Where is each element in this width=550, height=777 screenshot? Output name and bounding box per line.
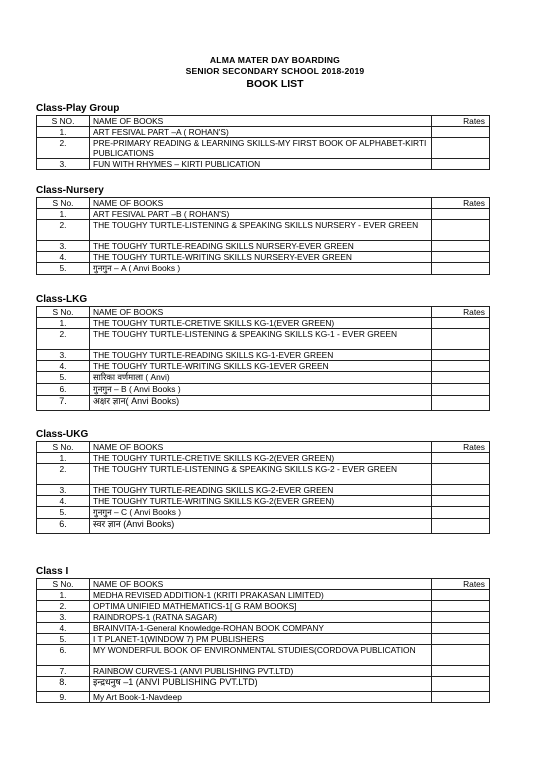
row-sno: 3. — [37, 241, 90, 252]
row-sno: 3. — [37, 485, 90, 496]
col-name-header: NAME OF BOOKS — [90, 442, 432, 453]
row-rate — [432, 612, 490, 623]
table-row — [37, 318, 490, 329]
row-sno: 3. — [37, 350, 90, 361]
col-name-header: NAME OF BOOKS — [90, 198, 432, 209]
row-sno: 1. — [37, 453, 90, 464]
row-rate — [432, 138, 490, 159]
row-book-name: स्वर ज्ञान (Anvi Books) — [90, 519, 432, 534]
row-book-name: My Art Book-1-Navdeep — [90, 692, 432, 703]
table-row — [37, 361, 490, 372]
school-name: ALMA MATER DAY BOARDING — [209, 55, 341, 65]
row-sno: 8. — [37, 677, 90, 692]
table-row — [37, 350, 490, 361]
book-table — [36, 306, 490, 411]
row-sno: 1. — [37, 318, 90, 329]
row-book-name: I T PLANET-1(WINDOW 7) PM PUBLISHERS — [90, 634, 432, 645]
row-book-name: THE TOUGHY TURTLE-WRITING SKILLS KG-1EVER GREEN — [90, 361, 432, 372]
row-book-name: THE TOUGHY TURTLE-WRITING SKILLS NURSERY-EVER GREEN — [90, 252, 432, 263]
row-rate — [432, 590, 490, 601]
row-book-name: MEDHA REVISED ADDITION-1 (KRITI PRAKASAN LIMITED) — [90, 590, 432, 601]
row-sno: 3. — [37, 612, 90, 623]
section-title: Class-UKG — [36, 429, 89, 440]
table-row — [37, 329, 490, 350]
col-sno-header: S No. — [37, 198, 90, 209]
row-rate — [432, 241, 490, 252]
row-rate — [432, 263, 490, 275]
section-lkg — [36, 294, 485, 411]
row-rate — [432, 645, 490, 666]
col-sno-header: S No. — [37, 307, 90, 318]
col-name-header: NAME OF BOOKS — [90, 116, 432, 127]
col-name-header: NAME OF BOOKS — [90, 307, 432, 318]
row-book-name: FUN WITH RHYMES – KIRTI PUBLICATION — [90, 159, 432, 170]
row-sno: 7. — [37, 666, 90, 677]
row-sno: 6. — [37, 519, 90, 534]
table-row — [37, 138, 490, 159]
book-table — [36, 441, 490, 534]
table-row — [37, 396, 490, 411]
table-row — [37, 384, 490, 396]
row-rate — [432, 692, 490, 703]
row-sno: 4. — [37, 361, 90, 372]
col-rates-header: Rates — [432, 579, 490, 590]
row-rate — [432, 372, 490, 384]
col-sno-header: S No. — [37, 442, 90, 453]
row-rate — [432, 252, 490, 263]
table-row — [37, 485, 490, 496]
row-rate — [432, 496, 490, 507]
row-rate — [432, 464, 490, 485]
row-book-name: THE TOUGHY TURTLE-CRETIVE SKILLS KG-2(EVER GREEN) — [90, 453, 432, 464]
row-rate — [432, 453, 490, 464]
table-row — [37, 601, 490, 612]
section-ukg — [36, 429, 485, 534]
table-row — [37, 677, 490, 692]
table-row — [37, 507, 490, 519]
table-row — [37, 645, 490, 666]
row-book-name: MY WONDERFUL BOOK OF ENVIRONMENTAL STUDIES(CORDOVA PUBLICATION — [90, 645, 432, 666]
table-row — [37, 623, 490, 634]
row-rate — [432, 220, 490, 241]
row-book-name: RAINBOW CURVES-1 (ANVI PUBLISHING PVT.LTD) — [90, 666, 432, 677]
table-row — [37, 590, 490, 601]
row-book-name: BRAINVITA-1-General Knowledge-ROHAN BOOK COMPANY — [90, 623, 432, 634]
section-title: Class-LKG — [36, 294, 88, 305]
row-book-name: ART FESIVAL PART –A ( ROHAN'S) — [90, 127, 432, 138]
table-row — [37, 209, 490, 220]
col-name-header: NAME OF BOOKS — [90, 579, 432, 590]
table-row — [37, 612, 490, 623]
row-rate — [432, 329, 490, 350]
row-sno: 6. — [37, 384, 90, 396]
row-sno: 4. — [37, 623, 90, 634]
row-book-name: RAINDROPS-1 (RATNA SAGAR) — [90, 612, 432, 623]
col-rates-header: Rates — [432, 198, 490, 209]
row-sno: 2. — [37, 601, 90, 612]
row-sno: 1. — [37, 209, 90, 220]
table-header-row — [37, 307, 490, 318]
row-sno: 4. — [37, 496, 90, 507]
row-sno: 2. — [37, 329, 90, 350]
table-row — [37, 634, 490, 645]
row-book-name: गुनगुन – A ( Anvi Books ) — [90, 263, 432, 275]
row-sno: 5. — [37, 372, 90, 384]
table-row — [37, 666, 490, 677]
row-rate — [432, 634, 490, 645]
row-sno: 4. — [37, 252, 90, 263]
row-rate — [432, 384, 490, 396]
row-rate — [432, 209, 490, 220]
col-rates-header: Rates — [432, 307, 490, 318]
section-playgroup — [36, 103, 485, 170]
row-book-name: THE TOUGHY TURTLE-READING SKILLS NURSERY-EVER GREEN — [90, 241, 432, 252]
row-sno: 2. — [37, 464, 90, 485]
col-rates-header: Rates — [432, 116, 490, 127]
row-sno: 9. — [37, 692, 90, 703]
table-header-row — [37, 579, 490, 590]
row-book-name: OPTIMA UNIFIED MATHEMATICS-1[ G RAM BOOKS] — [90, 601, 432, 612]
table-row — [37, 464, 490, 485]
row-rate — [432, 127, 490, 138]
row-book-name: THE TOUGHY TURTLE-LISTENING & SPEAKING SKILLS KG-2 - EVER GREEN — [90, 464, 432, 485]
row-sno: 7. — [37, 396, 90, 411]
section-title: Class-Nursery — [36, 185, 104, 196]
row-book-name: THE TOUGHY TURTLE-LISTENING & SPEAKING SKILLS KG-1 - EVER GREEN — [90, 329, 432, 350]
row-rate — [432, 666, 490, 677]
table-row — [37, 220, 490, 241]
book-table — [36, 115, 490, 170]
school-subtitle: SENIOR SECONDARY SCHOOL 2018-2019 — [185, 66, 365, 76]
row-sno: 6. — [37, 645, 90, 666]
col-sno-header: S NO. — [37, 116, 90, 127]
table-row — [37, 519, 490, 534]
table-header-row — [37, 116, 490, 127]
row-rate — [432, 318, 490, 329]
col-sno-header: S No. — [37, 579, 90, 590]
row-sno: 1. — [37, 127, 90, 138]
row-book-name: PRE-PRIMARY READING & LEARNING SKILLS-MY FIRST BOOK OF ALPHABET-KIRTI PUBLICATIONS — [90, 138, 432, 159]
table-row — [37, 692, 490, 703]
table-row — [37, 252, 490, 263]
table-row — [37, 453, 490, 464]
table-row — [37, 159, 490, 170]
table-header-row — [37, 442, 490, 453]
row-book-name: गुनगुन – C ( Anvi Books ) — [90, 507, 432, 519]
table-row — [37, 241, 490, 252]
row-book-name: THE TOUGHY TURTLE-READING SKILLS KG-1-EVER GREEN — [90, 350, 432, 361]
row-rate — [432, 507, 490, 519]
section-class-1 — [36, 566, 485, 703]
section-title: Class-Play Group — [36, 103, 120, 114]
row-book-name: गुनगुन – B ( Anvi Books ) — [90, 384, 432, 396]
row-rate — [432, 519, 490, 534]
table-row — [37, 372, 490, 384]
row-rate — [432, 601, 490, 612]
row-rate — [432, 159, 490, 170]
row-rate — [432, 396, 490, 411]
row-sno: 3. — [37, 159, 90, 170]
section-title: Class I — [36, 566, 69, 577]
row-sno: 5. — [37, 634, 90, 645]
row-rate — [432, 623, 490, 634]
book-table — [36, 578, 490, 703]
table-row — [37, 496, 490, 507]
table-row — [37, 263, 490, 275]
section-nursery — [36, 185, 485, 275]
row-book-name: THE TOUGHY TURTLE-LISTENING & SPEAKING SKILLS NURSERY - EVER GREEN — [90, 220, 432, 241]
row-sno: 2. — [37, 220, 90, 241]
row-sno: 1. — [37, 590, 90, 601]
page-title: BOOK LIST — [246, 78, 304, 90]
row-sno: 5. — [37, 263, 90, 275]
row-book-name: अक्षर ज्ञान( Anvi Books) — [90, 396, 432, 411]
table-row — [37, 127, 490, 138]
row-book-name: इन्द्रधनुष –1 (ANVI PUBLISHING PVT.LTD) — [90, 677, 432, 692]
row-rate — [432, 677, 490, 692]
row-book-name: THE TOUGHY TURTLE-WRITING SKILLS KG-2(EVER GREEN) — [90, 496, 432, 507]
row-rate — [432, 361, 490, 372]
table-header-row — [37, 198, 490, 209]
row-sno: 5. — [37, 507, 90, 519]
row-book-name: सारिका वर्णमाला ( Anvi) — [90, 372, 432, 384]
row-book-name: THE TOUGHY TURTLE-READING SKILLS KG-2-EVER GREEN — [90, 485, 432, 496]
row-book-name: THE TOUGHY TURTLE-CRETIVE SKILLS KG-1(EVER GREEN) — [90, 318, 432, 329]
row-book-name: ART FESIVAL PART –B ( ROHAN'S) — [90, 209, 432, 220]
row-sno: 2. — [37, 138, 90, 159]
col-rates-header: Rates — [432, 442, 490, 453]
row-rate — [432, 350, 490, 361]
document-header — [0, 55, 550, 91]
book-table — [36, 197, 490, 275]
row-rate — [432, 485, 490, 496]
